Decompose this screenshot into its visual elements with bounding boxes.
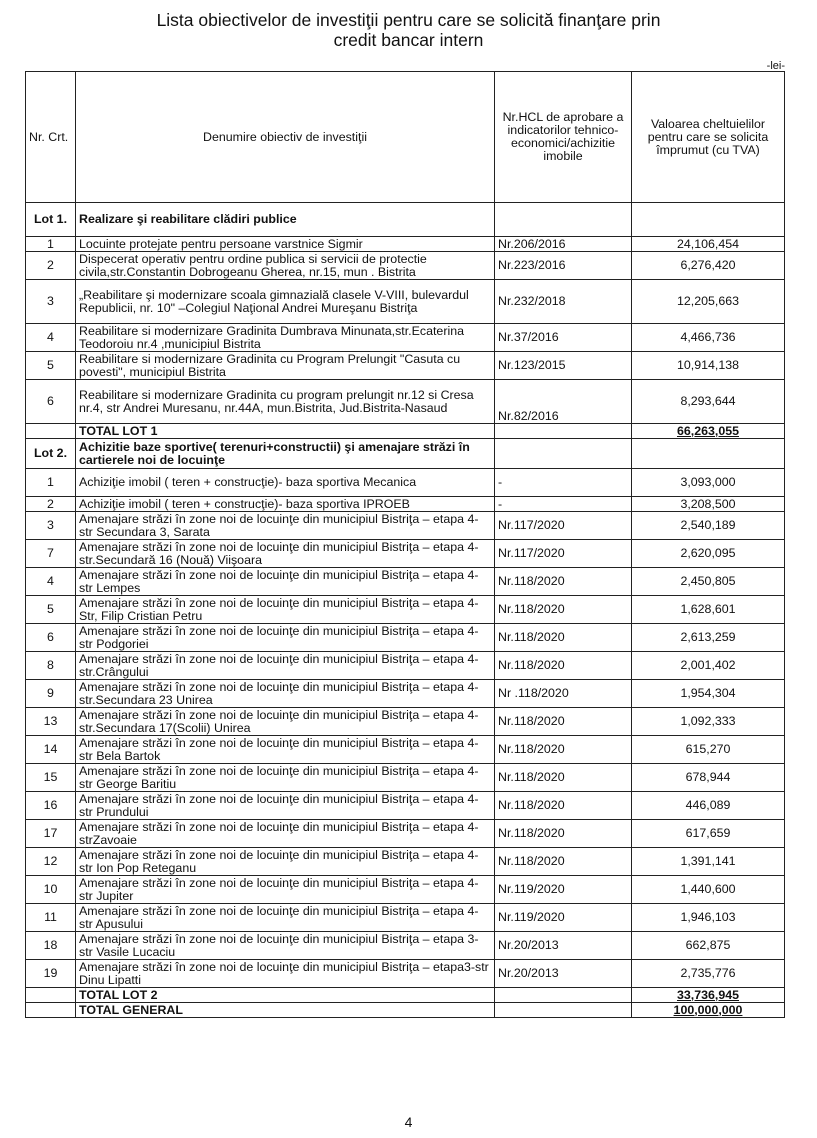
row-value: 2,620,095 bbox=[632, 540, 785, 568]
row-hcl: Nr .118/2020 bbox=[495, 680, 632, 708]
row-value: 4,466,736 bbox=[632, 324, 785, 352]
row-hcl: Nr.232/2018 bbox=[495, 280, 632, 324]
row-value: 10,914,138 bbox=[632, 352, 785, 380]
header-row bbox=[26, 72, 785, 203]
table-row bbox=[26, 237, 785, 252]
row-name: Amenajare străzi în zone noi de locuinţe din municipiul Bistriţa – etapa 4-str.Secundara 17(Scolii) Unirea bbox=[76, 708, 495, 736]
row-name: „Reabilitare şi modernizare scoala gimnazială clasele V-VIII, bulevardul Republicii, nr. 10" –Colegiul Naţional Andrei Mureşanu Bistriţa bbox=[76, 280, 495, 324]
row-name: Reabilitare si modernizare Gradinita cu Program Prelungit "Casuta cu povesti", municipiul Bistrita bbox=[76, 352, 495, 380]
total-label: TOTAL GENERAL bbox=[76, 1003, 495, 1018]
row-name: Dispecerat operativ pentru ordine publica si servicii de protectie civila,str.Constantin Dobrogeanu Gherea, nr.15, mun . Bistrita bbox=[76, 252, 495, 280]
row-name: Achiziţie imobil ( teren + construcţie)- baza sportiva Mecanica bbox=[76, 469, 495, 497]
table-row bbox=[26, 469, 785, 497]
table-row bbox=[26, 764, 785, 792]
row-hcl: Nr.118/2020 bbox=[495, 764, 632, 792]
row-nr: 6 bbox=[26, 380, 76, 424]
row-name: Amenajare străzi în zone noi de locuinţe din municipiul Bistriţa – etapa 4-Str, Filip Cristian Petru bbox=[76, 596, 495, 624]
row-nr: 5 bbox=[26, 352, 76, 380]
row-value: 24,106,454 bbox=[632, 237, 785, 252]
row-nr: 2 bbox=[26, 497, 76, 512]
row-nr: 12 bbox=[26, 848, 76, 876]
lot-value-empty bbox=[632, 203, 785, 237]
total-lot1-row bbox=[26, 424, 785, 439]
table-row bbox=[26, 352, 785, 380]
row-value: 12,205,663 bbox=[632, 280, 785, 324]
row-nr: 4 bbox=[26, 324, 76, 352]
row-value: 617,659 bbox=[632, 820, 785, 848]
table-row bbox=[26, 876, 785, 904]
row-name: Amenajare străzi în zone noi de locuinţe din municipiul Bistriţa – etapa 4-str Prundului bbox=[76, 792, 495, 820]
table-row bbox=[26, 497, 785, 512]
lot-hcl-empty bbox=[495, 439, 632, 469]
table-row bbox=[26, 324, 785, 352]
row-hcl: Nr.118/2020 bbox=[495, 652, 632, 680]
table-row bbox=[26, 960, 785, 988]
row-nr: 4 bbox=[26, 568, 76, 596]
table-row bbox=[26, 540, 785, 568]
total-general-row bbox=[26, 1003, 785, 1018]
table-row bbox=[26, 932, 785, 960]
row-hcl: Nr.119/2020 bbox=[495, 904, 632, 932]
row-hcl: Nr.123/2015 bbox=[495, 352, 632, 380]
row-nr: 5 bbox=[26, 596, 76, 624]
page-number: 4 bbox=[404, 1114, 413, 1130]
row-value: 1,946,103 bbox=[632, 904, 785, 932]
row-value: 2,540,189 bbox=[632, 512, 785, 540]
row-nr: 1 bbox=[26, 469, 76, 497]
row-value: 2,613,259 bbox=[632, 624, 785, 652]
total-label: TOTAL LOT 1 bbox=[76, 424, 495, 439]
header-denumire: Denumire obiectiv de investiţii bbox=[76, 72, 495, 203]
total-hcl-empty bbox=[495, 988, 632, 1003]
row-hcl: Nr.20/2013 bbox=[495, 932, 632, 960]
header-hcl: Nr.HCL de aprobare a indicatorilor tehnico-economici/achizitie imobile bbox=[495, 72, 632, 203]
row-nr: 7 bbox=[26, 540, 76, 568]
lot-header-row bbox=[26, 203, 785, 237]
lot-label: Lot 2. bbox=[26, 439, 76, 469]
row-hcl: Nr.117/2020 bbox=[495, 512, 632, 540]
row-name: Amenajare străzi în zone noi de locuinţe din municipiul Bistriţa – etapa 3-str Vasile Lucaciu bbox=[76, 932, 495, 960]
total-nr-empty bbox=[26, 424, 76, 439]
row-hcl: Nr.118/2020 bbox=[495, 848, 632, 876]
currency-unit: -lei- bbox=[766, 60, 785, 72]
total-hcl-empty bbox=[495, 1003, 632, 1018]
table-row bbox=[26, 512, 785, 540]
row-hcl: - bbox=[495, 469, 632, 497]
row-nr: 18 bbox=[26, 932, 76, 960]
row-value: 6,276,420 bbox=[632, 252, 785, 280]
total-lot2-row bbox=[26, 988, 785, 1003]
page-title bbox=[0, 10, 817, 50]
table-row bbox=[26, 380, 785, 424]
row-hcl: Nr.206/2016 bbox=[495, 237, 632, 252]
total-value: 66,263,055 bbox=[632, 424, 785, 439]
total-value: 100,000,000 bbox=[632, 1003, 785, 1018]
lot-title: Realizare şi reabilitare clădiri publice bbox=[76, 203, 495, 237]
lot-value-empty bbox=[632, 439, 785, 469]
row-hcl: Nr.117/2020 bbox=[495, 540, 632, 568]
row-value: 2,001,402 bbox=[632, 652, 785, 680]
row-nr: 14 bbox=[26, 736, 76, 764]
row-value: 1,628,601 bbox=[632, 596, 785, 624]
row-name: Amenajare străzi în zone noi de locuinţe din municipiul Bistriţa – etapa 4-strZavoaie bbox=[76, 820, 495, 848]
table-row bbox=[26, 680, 785, 708]
row-name: Amenajare străzi în zone noi de locuinţe din municipiul Bistriţa – etapa3-str Dinu Lipatti bbox=[76, 960, 495, 988]
row-value: 615,270 bbox=[632, 736, 785, 764]
row-name: Amenajare străzi în zone noi de locuinţe din municipiul Bistriţa – etapa 4-str Lempes bbox=[76, 568, 495, 596]
row-name: Amenajare străzi în zone noi de locuinţe din municipiul Bistriţa – etapa 4-str.Crângului bbox=[76, 652, 495, 680]
row-value: 2,450,805 bbox=[632, 568, 785, 596]
row-nr: 16 bbox=[26, 792, 76, 820]
row-nr: 19 bbox=[26, 960, 76, 988]
row-nr: 6 bbox=[26, 624, 76, 652]
row-nr: 13 bbox=[26, 708, 76, 736]
row-value: 678,944 bbox=[632, 764, 785, 792]
row-nr: 8 bbox=[26, 652, 76, 680]
table-row bbox=[26, 252, 785, 280]
row-name: Amenajare străzi în zone noi de locuinţe din municipiul Bistriţa – etapa 4-str.Secundara 23 Unirea bbox=[76, 680, 495, 708]
row-value: 1,391,141 bbox=[632, 848, 785, 876]
row-nr: 17 bbox=[26, 820, 76, 848]
row-name: Amenajare străzi în zone noi de locuinţe din municipiul Bistriţa – etapa 4-str George Baritiu bbox=[76, 764, 495, 792]
row-hcl: Nr.223/2016 bbox=[495, 252, 632, 280]
title-line-1: Lista obiectivelor de investiţii pentru care se solicită finanţare prin bbox=[156, 10, 661, 30]
row-name: Amenajare străzi în zone noi de locuinţe din municipiul Bistriţa – etapa 4-str Bela Bartok bbox=[76, 736, 495, 764]
row-name: Amenajare străzi în zone noi de locuinţe din municipiul Bistriţa – etapa 4-str Apusului bbox=[76, 904, 495, 932]
row-hcl: Nr.37/2016 bbox=[495, 324, 632, 352]
table-row bbox=[26, 708, 785, 736]
table-row bbox=[26, 624, 785, 652]
row-name: Reabilitare si modernizare Gradinita cu program prelungit nr.12 si Cresa nr.4, str Andrei Muresanu, nr.44A, mun.Bistrita, Jud.Bistrita-Nasaud bbox=[76, 380, 495, 424]
row-value: 3,208,500 bbox=[632, 497, 785, 512]
table-row bbox=[26, 652, 785, 680]
row-nr: 2 bbox=[26, 252, 76, 280]
lot-label: Lot 1. bbox=[26, 203, 76, 237]
row-hcl: Nr.118/2020 bbox=[495, 792, 632, 820]
row-name: Amenajare străzi în zone noi de locuinţe din municipiul Bistriţa – etapa 4-str Secundara 3, Sarata bbox=[76, 512, 495, 540]
row-value: 2,735,776 bbox=[632, 960, 785, 988]
table-row bbox=[26, 736, 785, 764]
row-nr: 11 bbox=[26, 904, 76, 932]
row-value: 1,092,333 bbox=[632, 708, 785, 736]
total-nr-empty bbox=[26, 1003, 76, 1018]
header-nr: Nr. Crt. bbox=[26, 72, 76, 203]
row-hcl: Nr.119/2020 bbox=[495, 876, 632, 904]
row-nr: 3 bbox=[26, 280, 76, 324]
lot-header-row bbox=[26, 439, 785, 469]
investment-table bbox=[25, 71, 785, 1018]
row-nr: 9 bbox=[26, 680, 76, 708]
row-name: Amenajare străzi în zone noi de locuinţe din municipiul Bistriţa – etapa 4-str Podgoriei bbox=[76, 624, 495, 652]
lot-title: Achizitie baze sportive( terenuri+constructii) şi amenajare străzi în cartierele noi de locuinţe bbox=[76, 439, 495, 469]
row-value: 8,293,644 bbox=[632, 380, 785, 424]
row-value: 1,954,304 bbox=[632, 680, 785, 708]
table-row bbox=[26, 820, 785, 848]
total-label: TOTAL LOT 2 bbox=[76, 988, 495, 1003]
row-nr: 1 bbox=[26, 237, 76, 252]
row-name: Locuinte protejate pentru persoane varstnice Sigmir bbox=[76, 237, 495, 252]
table-row bbox=[26, 848, 785, 876]
row-nr: 10 bbox=[26, 876, 76, 904]
total-value: 33,736,945 bbox=[632, 988, 785, 1003]
row-value: 662,875 bbox=[632, 932, 785, 960]
total-nr-empty bbox=[26, 988, 76, 1003]
row-hcl: Nr.82/2016 bbox=[495, 380, 632, 424]
row-nr: 15 bbox=[26, 764, 76, 792]
row-value: 3,093,000 bbox=[632, 469, 785, 497]
row-hcl: Nr.118/2020 bbox=[495, 708, 632, 736]
table-row bbox=[26, 568, 785, 596]
table-row bbox=[26, 280, 785, 324]
table-row bbox=[26, 904, 785, 932]
row-value: 1,440,600 bbox=[632, 876, 785, 904]
row-name: Amenajare străzi în zone noi de locuinţe din municipiul Bistriţa – etapa 4-str Ion Pop Reteganu bbox=[76, 848, 495, 876]
row-name: Amenajare străzi în zone noi de locuinţe din municipiul Bistriţa – etapa 4-str Jupiter bbox=[76, 876, 495, 904]
row-hcl: - bbox=[495, 497, 632, 512]
row-hcl: Nr.118/2020 bbox=[495, 596, 632, 624]
row-hcl: Nr.118/2020 bbox=[495, 736, 632, 764]
lot-hcl-empty bbox=[495, 203, 632, 237]
row-hcl: Nr.20/2013 bbox=[495, 960, 632, 988]
row-hcl: Nr.118/2020 bbox=[495, 820, 632, 848]
row-hcl: Nr.118/2020 bbox=[495, 568, 632, 596]
header-valoare: Valoarea cheltuielilor pentru care se solicita împrumut (cu TVA) bbox=[632, 72, 785, 203]
row-name: Amenajare străzi în zone noi de locuinţe din municipiul Bistriţa – etapa 4-str.Secundară 16 (Nouă) Viişoara bbox=[76, 540, 495, 568]
row-name: Achiziţie imobil ( teren + construcţie)- baza sportiva IPROEB bbox=[76, 497, 495, 512]
row-name: Reabilitare si modernizare Gradinita Dumbrava Minunata,str.Ecaterina Teodoroiu nr.4 ,municipiul Bistrita bbox=[76, 324, 495, 352]
table-row bbox=[26, 596, 785, 624]
title-line-2: credit bancar intern bbox=[333, 30, 484, 50]
table-row bbox=[26, 792, 785, 820]
row-nr: 3 bbox=[26, 512, 76, 540]
row-hcl: Nr.118/2020 bbox=[495, 624, 632, 652]
total-hcl-empty bbox=[495, 424, 632, 439]
row-value: 446,089 bbox=[632, 792, 785, 820]
